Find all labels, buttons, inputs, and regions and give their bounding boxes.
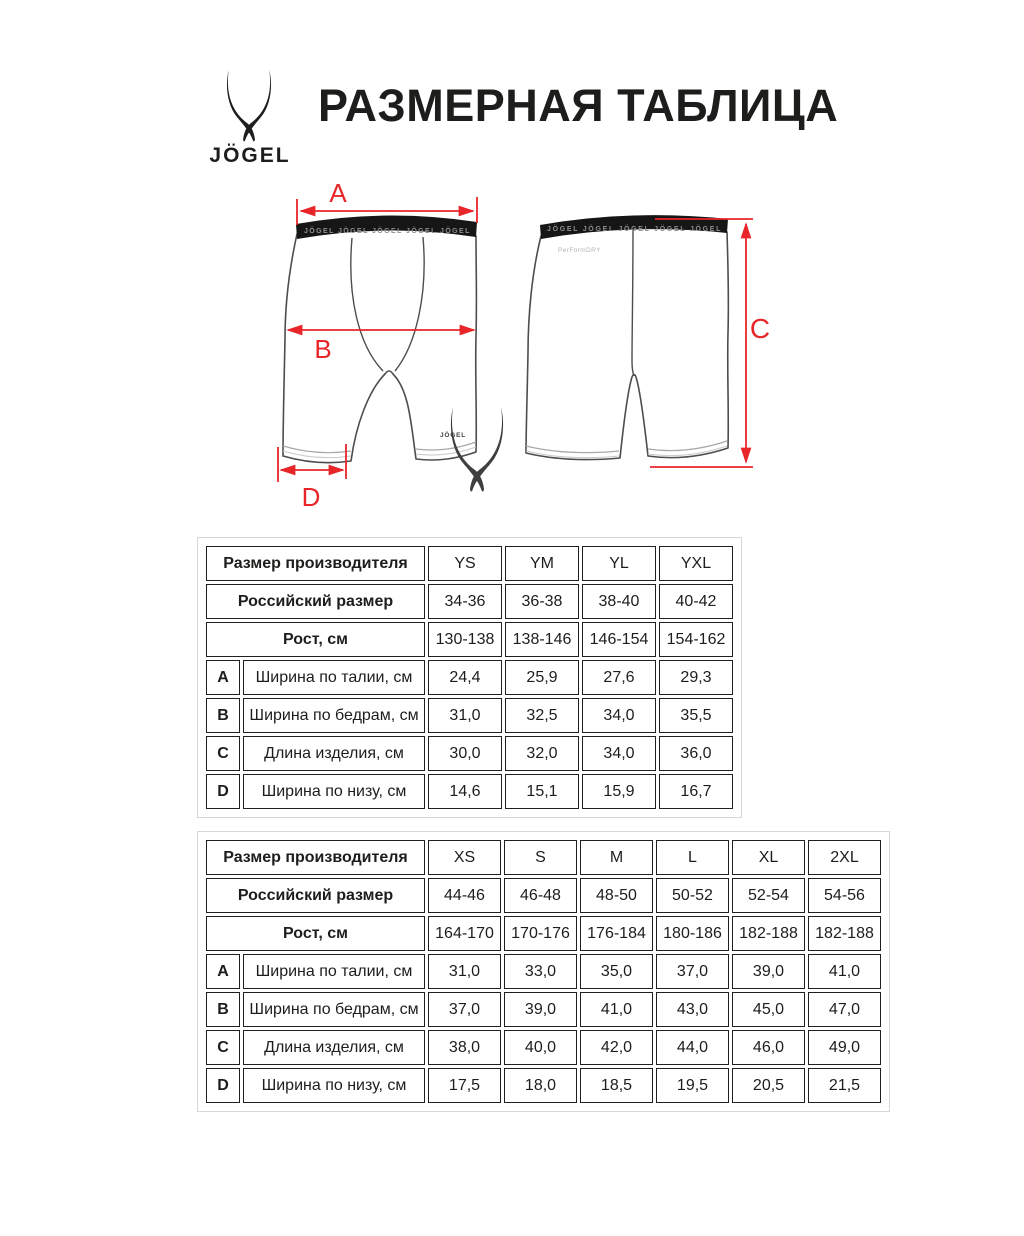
measure-value: 21,5 <box>808 1068 881 1103</box>
size-code: YM <box>505 546 579 581</box>
measure-label: Ширина по бедрам, см <box>243 698 425 733</box>
measure-value: 32,0 <box>505 736 579 771</box>
size-value: 176-184 <box>580 916 653 951</box>
measure-value: 35,5 <box>659 698 733 733</box>
measure-value: 40,0 <box>504 1030 577 1065</box>
measure-value: 42,0 <box>580 1030 653 1065</box>
table-row <box>206 736 733 771</box>
row-label: Рост, см <box>206 916 425 951</box>
size-value: 36-38 <box>505 584 579 619</box>
measure-value: 41,0 <box>808 954 881 989</box>
table-row <box>206 1068 881 1103</box>
measure-value: 31,0 <box>428 954 501 989</box>
size-value: 182-188 <box>808 916 881 951</box>
measure-value: 17,5 <box>428 1068 501 1103</box>
size-value: 52-54 <box>732 878 805 913</box>
size-value: 138-146 <box>505 622 579 657</box>
table-row <box>206 1030 881 1065</box>
measure-value: 31,0 <box>428 698 502 733</box>
measure-d-label: D <box>301 482 321 512</box>
svg-text:JÖGEL: JÖGEL <box>439 432 467 439</box>
size-value: 170-176 <box>504 916 577 951</box>
measure-key: C <box>206 736 240 771</box>
shorts-measurement-diagram <box>180 175 830 515</box>
row-label: Размер производителя <box>206 840 425 875</box>
table-row <box>206 622 733 657</box>
size-value: 154-162 <box>659 622 733 657</box>
size-code: M <box>580 840 653 875</box>
size-value: 48-50 <box>580 878 653 913</box>
measure-value: 18,0 <box>504 1068 577 1103</box>
shorts-front-figure <box>278 178 503 512</box>
size-code: YS <box>428 546 502 581</box>
jogel-logo-icon <box>220 70 278 146</box>
size-value: 38-40 <box>582 584 656 619</box>
row-label: Российский размер <box>206 584 425 619</box>
table-row <box>206 660 733 695</box>
size-value: 50-52 <box>656 878 729 913</box>
size-value: 54-56 <box>808 878 881 913</box>
measure-b-label: B <box>314 334 332 364</box>
measure-value: 39,0 <box>732 954 805 989</box>
size-code: 2XL <box>808 840 881 875</box>
measure-value: 34,0 <box>582 698 656 733</box>
measure-label: Длина изделия, см <box>243 1030 425 1065</box>
table-row <box>206 546 733 581</box>
measure-value: 19,5 <box>656 1068 729 1103</box>
page-title: РАЗМЕРНАЯ ТАБЛИЦА <box>318 80 839 131</box>
measure-key: C <box>206 1030 240 1065</box>
table-row <box>206 774 733 809</box>
size-value: 164-170 <box>428 916 501 951</box>
measure-value: 36,0 <box>659 736 733 771</box>
row-label: Российский размер <box>206 878 425 913</box>
size-value: 40-42 <box>659 584 733 619</box>
measure-c-label: C <box>749 313 771 344</box>
table-row <box>206 840 881 875</box>
measure-key: A <box>206 660 240 695</box>
size-value: 34-36 <box>428 584 502 619</box>
measure-value: 43,0 <box>656 992 729 1027</box>
performdry-label: PerFormDRY <box>558 247 601 254</box>
size-value: 46-48 <box>504 878 577 913</box>
measure-key: D <box>206 774 240 809</box>
row-label: Рост, см <box>206 622 425 657</box>
measure-key: D <box>206 1068 240 1103</box>
measure-value: 33,0 <box>504 954 577 989</box>
measure-value: 25,9 <box>505 660 579 695</box>
measure-key: B <box>206 992 240 1027</box>
size-code: L <box>656 840 729 875</box>
measure-a-label: A <box>329 178 347 208</box>
measure-value: 30,0 <box>428 736 502 771</box>
measure-label: Ширина по бедрам, см <box>243 992 425 1027</box>
measure-value: 16,7 <box>659 774 733 809</box>
measure-value: 24,4 <box>428 660 502 695</box>
measure-value: 46,0 <box>732 1030 805 1065</box>
size-code: YL <box>582 546 656 581</box>
adult-size-table <box>197 831 890 1112</box>
measure-label: Ширина по талии, см <box>243 660 425 695</box>
size-value: 182-188 <box>732 916 805 951</box>
table-row <box>206 916 881 951</box>
measure-value: 41,0 <box>580 992 653 1027</box>
measure-label: Ширина по низу, см <box>243 774 425 809</box>
measure-value: 38,0 <box>428 1030 501 1065</box>
measure-value: 44,0 <box>656 1030 729 1065</box>
measure-value: 20,5 <box>732 1068 805 1103</box>
measure-value: 45,0 <box>732 992 805 1027</box>
back-waistband-text: JÖGEL JÖGEL JÖGEL JÖGEL JÖGEL <box>547 226 721 233</box>
size-code: S <box>504 840 577 875</box>
measure-value: 35,0 <box>580 954 653 989</box>
table-row <box>206 878 881 913</box>
measure-value: 15,9 <box>582 774 656 809</box>
measure-key: B <box>206 698 240 733</box>
measure-value: 29,3 <box>659 660 733 695</box>
front-waistband-text: JÖGEL JÖGEL JÖGEL JÖGEL JÖGEL <box>304 228 470 235</box>
measure-label: Ширина по низу, см <box>243 1068 425 1103</box>
size-code: XL <box>732 840 805 875</box>
measure-value: 15,1 <box>505 774 579 809</box>
measure-value: 34,0 <box>582 736 656 771</box>
measure-value: 32,5 <box>505 698 579 733</box>
youth-size-table <box>197 537 742 818</box>
table-row <box>206 992 881 1027</box>
measure-value: 47,0 <box>808 992 881 1027</box>
measure-value: 14,6 <box>428 774 502 809</box>
measure-label: Длина изделия, см <box>243 736 425 771</box>
size-code: YXL <box>659 546 733 581</box>
measure-value: 37,0 <box>656 954 729 989</box>
measure-value: 37,0 <box>428 992 501 1027</box>
table-row <box>206 584 733 619</box>
row-label: Размер производителя <box>206 546 425 581</box>
measure-value: 49,0 <box>808 1030 881 1065</box>
measure-key: A <box>206 954 240 989</box>
size-value: 44-46 <box>428 878 501 913</box>
measure-label: Ширина по талии, см <box>243 954 425 989</box>
table-row <box>206 954 881 989</box>
measure-value: 27,6 <box>582 660 656 695</box>
table-row <box>206 698 733 733</box>
size-code: XS <box>428 840 501 875</box>
measure-value: 18,5 <box>580 1068 653 1103</box>
shorts-back-figure <box>526 215 770 467</box>
size-value: 130-138 <box>428 622 502 657</box>
jogel-wordmark: JÖGEL <box>209 144 291 167</box>
measure-value: 39,0 <box>504 992 577 1027</box>
size-value: 146-154 <box>582 622 656 657</box>
size-value: 180-186 <box>656 916 729 951</box>
